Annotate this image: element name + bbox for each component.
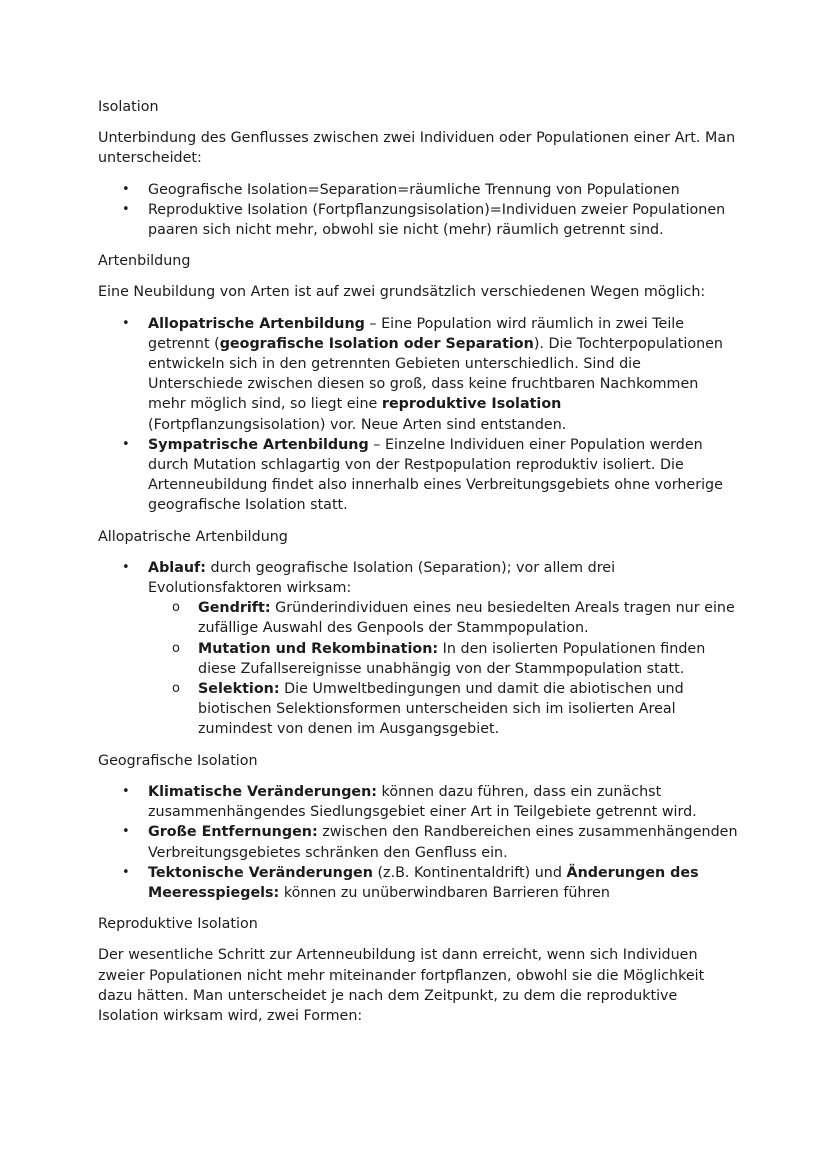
term-gendrift: Gendrift: — [198, 600, 271, 617]
list-item — [98, 200, 738, 240]
list-item — [98, 435, 738, 516]
bullet-icon: • — [122, 315, 130, 331]
sub-list-item — [148, 679, 738, 740]
bullet-icon: • — [122, 181, 130, 197]
bullet-icon: • — [122, 559, 130, 575]
term-meeresspiegel: Änderungen des Meeresspiegels: — [148, 864, 699, 901]
list-item — [98, 180, 738, 200]
text-segment: (Fortpflanzungsisolation) vor. Neue Arten sind entstanden. — [148, 416, 567, 433]
term-grosse-entfernungen: Große Entfernungen: — [148, 824, 318, 841]
list-item-text: Geografische Isolation=Separation=räumliche Trennung von Populationen — [148, 181, 680, 198]
text-segment: (z.B. Kontinentaldrift) und — [372, 864, 567, 881]
text-segment: Gründerindividuen eines neu besiedelten Areals tragen nur eine zufällige Auswahl des Genpools der Stammpopulation. — [198, 600, 735, 637]
section-heading-artenbildung: Artenbildung — [98, 253, 191, 270]
text-segment: – Eine Population wird räumlich in zwei Teile getrennt ( — [148, 315, 685, 352]
text-segment: durch geografische Isolation (Separation); vor allem drei Evolutionsfaktoren wirksam: — [148, 559, 616, 597]
circle-bullet-icon: o — [172, 640, 180, 656]
reproduktive-isolation-text: Der wesentliche Schritt zur Artenneubildung ist dann erreicht, wenn sich Individuen zweier Populationen nicht mehr miteinander fortpflanzen, obwohl sie die Möglichkeit dazu hätten. Man unterscheidet je nach dem Zeitpunkt, zu dem die reproduktive Isolation wirksam wird, zwei Formen: — [98, 947, 705, 1024]
section-heading-isolation: Isolation — [98, 99, 159, 115]
term-geografische-isolation: geografische Isolation oder Separation — [219, 335, 534, 352]
bullet-icon: • — [122, 436, 130, 452]
geografische-list — [98, 782, 738, 903]
term-allopatrische-artenbildung: Allopatrische Artenbildung — [148, 315, 365, 332]
circle-bullet-icon: o — [172, 681, 180, 697]
text-segment: zwischen den Randbereichen eines zusammenhängenden Verbreitungsgebietes schränken den Genfluss ein. — [148, 824, 738, 861]
text-segment: können dazu führen, dass ein zunächst zusammenhängendes Siedlungsgebiet einer Art in Teilgebiete getrennt wird. — [148, 783, 697, 821]
bullet-icon: • — [122, 864, 130, 880]
allopatrische-list — [98, 558, 738, 740]
isolation-list — [98, 180, 738, 241]
bullet-icon: • — [122, 824, 130, 840]
term-ablauf: Ablauf: — [148, 559, 206, 576]
term-selektion: Selektion: — [198, 681, 280, 698]
list-item-text: Reproduktive Isolation (Fortpflanzungsisolation)=Individuen zweier Populationen paaren sich nicht mehr, obwohl sie nicht (mehr) räumlich getrennt sind. — [148, 201, 726, 239]
text-segment: Die Umweltbedingungen und damit die abiotischen und biotischen Selektionsformen unterscheiden sich im isolierten Areal zumindest von denen im Ausgangsgebiet. — [198, 681, 684, 738]
artenbildung-list — [98, 314, 738, 516]
section-heading-allopatrische-artenbildung: Allopatrische Artenbildung — [98, 528, 288, 545]
text-segment: ). Die Tochterpopulationen entwickeln sich in den getrennten Gebieten unterschiedlich. Sind die Unterschiede zwischen diesen so groß, dass keine fruchtbaren Nachkommen mehr möglich sind, so liegt eine — [148, 335, 723, 413]
section-heading-geografische-isolation: Geografische Isolation — [98, 752, 258, 769]
list-item — [98, 558, 738, 740]
term-mutation-rekombination: Mutation und Rekombination: — [198, 640, 439, 657]
bullet-icon: • — [122, 201, 130, 217]
term-sympatrische-artenbildung: Sympatrische Artenbildung — [148, 436, 369, 453]
list-item — [98, 782, 738, 822]
text-segment: In den isolierten Populationen finden diese Zufallsereignisse unabhängig von der Stammpopulation statt. — [198, 640, 706, 677]
text-segment: können zu unüberwindbaren Barrieren führen — [279, 884, 610, 901]
term-tektonische-veraenderungen: Tektonische Veränderungen — [148, 864, 373, 881]
isolation-intro: Unterbindung des Genflusses zwischen zwei Individuen oder Populationen einer Art. Man unterscheidet: — [98, 130, 736, 167]
evolutionsfaktoren-list — [148, 598, 738, 739]
section-heading-reproduktive-isolation: Reproduktive Isolation — [98, 916, 258, 933]
term-klimatische-veraenderungen: Klimatische Veränderungen: — [148, 783, 378, 800]
list-item — [98, 863, 738, 903]
sub-list-item — [148, 598, 738, 638]
artenbildung-intro: Eine Neubildung von Arten ist auf zwei grundsätzlich verschiedenen Wegen möglich: — [98, 284, 706, 301]
term-reproduktive-isolation: reproduktive Isolation — [381, 396, 562, 413]
sub-list-item — [148, 639, 738, 679]
bullet-icon: • — [122, 783, 130, 799]
text-segment: – Einzelne Individuen einer Population werden durch Mutation schlagartig von der Restpopulation reproduktiv isoliert. Die Artenneubildung findet also innerhalb eines Verbreitungsgebiets ohne vorherige geografische Isolation statt. — [148, 436, 723, 514]
list-item — [98, 822, 738, 862]
circle-bullet-icon: o — [172, 600, 180, 616]
document-page — [98, 97, 738, 1037]
list-item — [98, 314, 738, 435]
